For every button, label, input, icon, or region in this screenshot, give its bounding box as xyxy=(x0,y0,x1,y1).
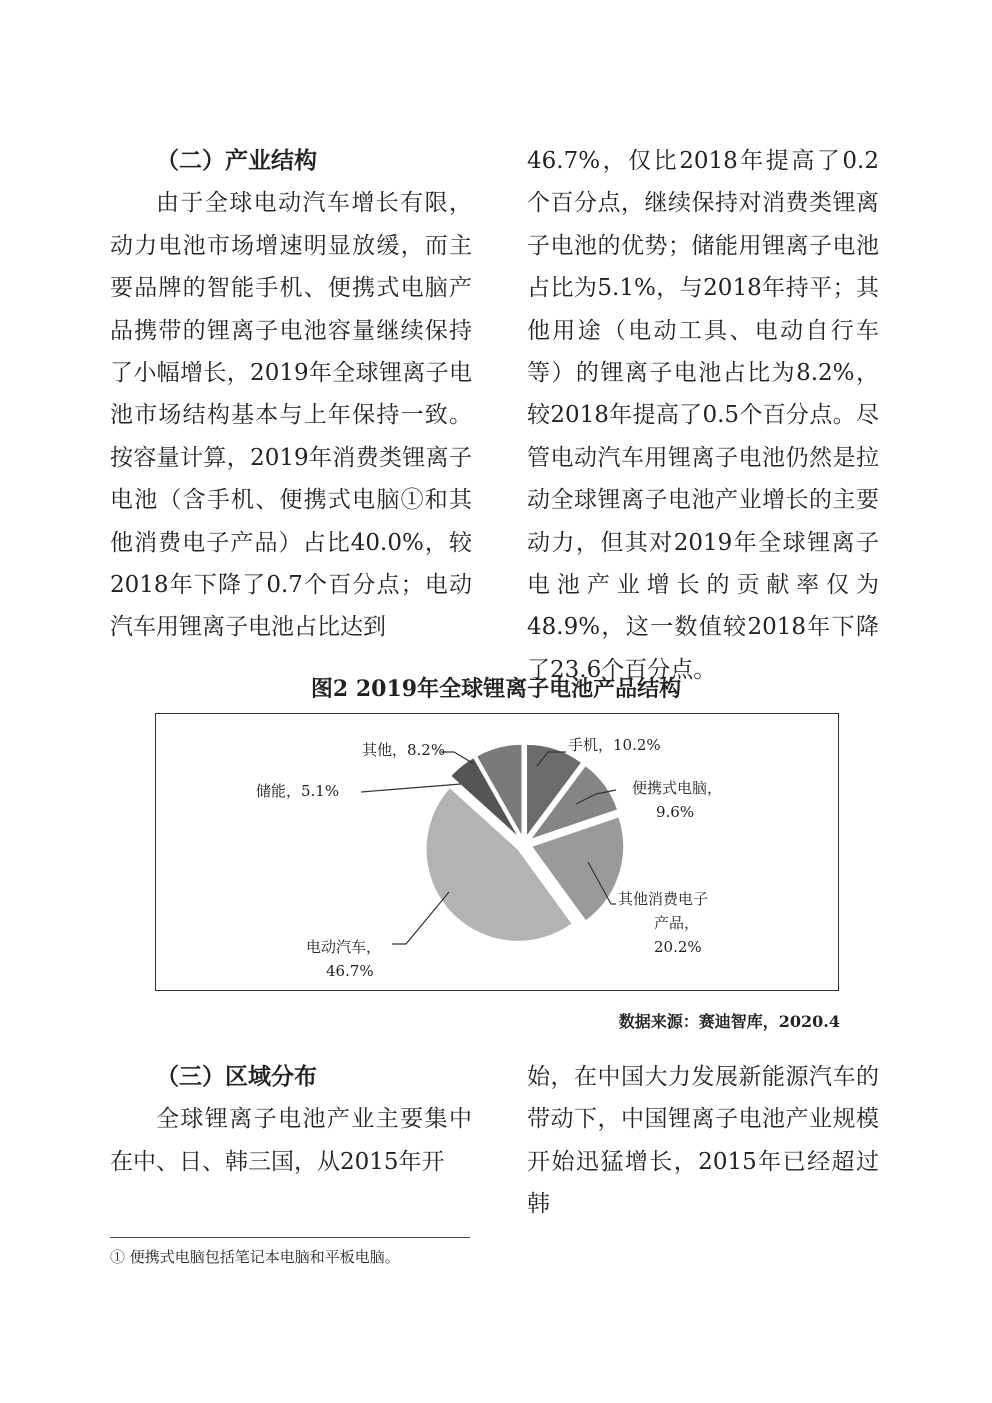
label-laptop-line2: 9.6% xyxy=(656,803,695,821)
figure-source: 数据来源：赛迪智库，2020.4 xyxy=(618,1012,840,1031)
label-laptop-line1: 便携式电脑， xyxy=(632,779,723,797)
section2-paragraph-right: 46.7%，仅比2018年提高了0.2个百分点，继续保持对消费类锂离子电池的优势；储能用锂离子电池占比为5.1%，与2018年持平；其他用途（电动工具、电动自行车等）的锂离子电池占比为8.2%，较2018年提高了0.5个百分点。尽管电动汽车用锂离子电池仍然是拉动全球锂离子电池产业增长的主要动力，但其对2019年全球锂离子电池产业增长的贡献率仅为48.9%，这一数值较2018年下降了23.6个百分点。 xyxy=(527,148,879,683)
section2-right-column xyxy=(527,140,879,691)
label-consumer-line1: 其他消费电子 xyxy=(618,890,709,908)
label-phone: 手机，10.2% xyxy=(568,736,661,754)
section3-paragraph-left: 全球锂离子电池产业主要集中在中、日、韩三国，从2015年开 xyxy=(110,1106,472,1175)
label-other: 其他，8.2% xyxy=(362,741,446,759)
label-consumer-line3: 20.2% xyxy=(654,938,702,956)
label-consumer-line2: 产品， xyxy=(654,914,700,932)
section2-paragraph-left: 由于全球电动汽车增长有限，动力电池市场增速明显放缓，而主要品牌的智能手机、便携式电脑产品携带的锂离子电池容量继续保持了小幅增长，2019年全球锂离子电池市场结构基本与上年保持一致。按容量计算，2019年消费类锂离子电池（含手机、便携式电脑①和其他消费电子产品）占比40.0%，较2018年下降了0.7个百分点；电动汽车用锂离子电池占比达到 xyxy=(110,190,472,641)
label-ev-line1: 电动汽车， xyxy=(306,938,382,956)
footnote: ① 便携式电脑包括笔记本电脑和平板电脑。 xyxy=(110,1248,400,1266)
label-storage: 储能，5.1% xyxy=(256,782,340,800)
figure-title: 图2 2019年全球锂离子电池产品结构 xyxy=(310,676,682,702)
section3-right-column xyxy=(527,1056,879,1226)
section3-left-column xyxy=(110,1056,472,1183)
pie-chart-frame xyxy=(155,713,839,991)
section3-paragraph-right: 始，在中国大力发展新能源汽车的带动下，中国锂离子电池产业规模开始迅猛增长，2015年已经超过韩 xyxy=(527,1064,879,1218)
section2-left-column xyxy=(110,140,472,649)
pie-chart xyxy=(156,714,838,990)
label-ev-line2: 46.7% xyxy=(326,962,374,980)
section3-heading: （三）区域分布 xyxy=(156,1063,317,1090)
footnote-rule xyxy=(110,1237,470,1238)
section2-heading: （二）产业结构 xyxy=(156,147,317,174)
pie-slices xyxy=(426,744,624,941)
